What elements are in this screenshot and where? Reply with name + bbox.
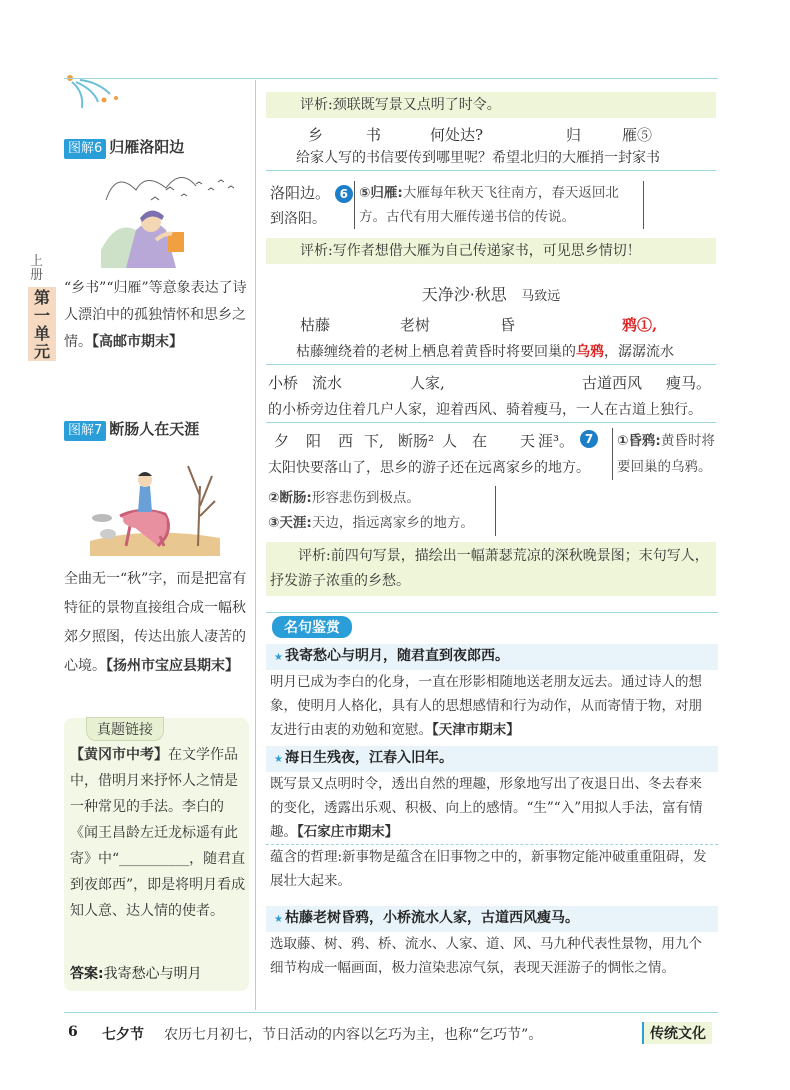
footer-festival: 七夕节: [102, 1027, 144, 1043]
explain-1-source: 【天津市期末】: [432, 722, 520, 738]
answer-text: 我寄愁心与明月: [103, 966, 202, 982]
footer: [64, 1022, 718, 1044]
note6-head: ⑤归雁:: [359, 185, 403, 201]
poem2-word: 枯藤: [300, 316, 331, 334]
poem2-translation-3: 太阳快要落山了，思乡的游子还在远离家乡的地方。: [268, 460, 590, 476]
star-icon: ★: [274, 914, 283, 925]
poem1-word: 何处达?: [430, 126, 484, 144]
poem2-word: 流水: [312, 374, 343, 392]
real-exam-source: 【黄冈市中考】: [70, 747, 168, 763]
figure7-illustration: [90, 446, 220, 560]
footer-category: 传统文化: [642, 1022, 712, 1044]
note-6: [354, 181, 644, 229]
quote-3-text: 枯藤老树昏鸦，小桥流水人家，古道西风瘦马。: [284, 910, 579, 926]
marker-7: 7: [580, 430, 598, 448]
page-number: 6: [68, 1024, 78, 1040]
poem1-line2: [270, 182, 353, 203]
explain-2-text: 既写景又点明时令，透出自然的理趣，形象地写出了夜退日出、冬去春来的变化，透露出乐观、积极、向上的感情。“生”“入”用拟人手法，富有情趣。: [270, 776, 703, 840]
real-exam-link-box: [64, 718, 249, 991]
figure6-caption: “乡书”“归雁”等意象表达了诗人漂泊中的孤独情怀和思乡之情。: [64, 280, 247, 350]
star-icon: ★: [274, 754, 283, 765]
figure6-tag: 图解6: [64, 139, 106, 159]
note6-text: 大雁每年秋天飞往南方，春天返回北方。古代有用大雁传递书信的传说。: [359, 185, 619, 225]
note-7bc: [268, 486, 496, 536]
figure7-source: 【扬州市宝应县期末】: [106, 658, 239, 674]
poem1-word: 书: [366, 126, 382, 144]
quote-2-text: 海日生残夜，江春入旧年。: [284, 750, 453, 766]
poem2-word: 西: [338, 432, 354, 450]
famous-quote-2: [266, 746, 718, 772]
poem2-word: 小桥: [268, 374, 299, 392]
poem2-word: 天: [520, 432, 536, 450]
poem2-word: 老树: [400, 316, 431, 334]
marker-6: 6: [335, 185, 353, 203]
poem2-word: 阳: [306, 432, 322, 450]
famous-explain-2: [266, 772, 718, 844]
real-exam-blank: __________: [119, 851, 190, 867]
note7c: [268, 511, 495, 536]
poem2-t1-a: 枯藤缠绕着的老树上栖息着黄昏时将要回巢的: [296, 344, 576, 360]
poem2-title: 天净沙·秋思: [421, 285, 507, 304]
figure7-tag: 图解7: [64, 421, 106, 441]
side-tab: [0, 255, 56, 360]
famous-lines-pill: 名句鉴赏: [272, 616, 352, 638]
famous-item-2: [266, 746, 718, 893]
poem2-word: 下,: [364, 432, 384, 450]
poem2-l3-row: [266, 428, 606, 452]
poem2-word: 夕: [274, 432, 290, 450]
poem2-line3-block: [266, 428, 716, 540]
poem2-word: 人: [442, 432, 458, 450]
famous-explain-3: 选取藤、树、鸦、桥、流水、人家、道、风、马九种代表性景物，用九个细节构成一幅画面，极力渲染悲凉气氛，表现天涯游子的惆怅之情。: [270, 936, 702, 976]
note-7a: [612, 428, 716, 480]
poem1-word: 雁⑤: [622, 126, 653, 144]
poem2-l2-row: [266, 370, 716, 394]
figure7-header: [64, 416, 249, 444]
star-icon: ★: [274, 652, 283, 663]
poem1-translation: 给家人写的书信要传到哪里呢？希望北归的大雁捎一封家书: [266, 146, 716, 171]
figure7-caption: 全曲无一“秋”字，而是把富有特征的景物直接组合成一幅秋郊夕照图，传达出旅人凄苦的心境。: [64, 571, 247, 674]
figure6-caption-block: [64, 275, 249, 356]
famous-item-3: [266, 906, 718, 980]
comment-3: 评析:前四句写景，描绘出一幅萧瑟荒凉的深秋晚景图；末句写人，抒发游子浓重的乡愁。: [266, 542, 716, 596]
real-exam-text-b: ，随君直到夜郎西”，即是将明月看成知人意、达人情的使者。: [70, 851, 246, 919]
real-exam-answer: [70, 963, 202, 983]
note7c-head: ③天涯:: [268, 515, 312, 531]
poem2-word: 断肠²: [398, 432, 435, 450]
poem1-words-row: [266, 122, 716, 146]
figure6-header: [64, 134, 249, 162]
side-tab-unit: 第一单元: [28, 287, 56, 361]
figure7-title: 断肠人在天涯: [109, 420, 200, 438]
explain-2-source: 【石家庄市期末】: [297, 824, 399, 840]
footer-description: 农历七月初七，节日活动的内容以乞巧为主，也称“乞巧节”。: [164, 1027, 543, 1043]
poem1-line2-text: 洛阳边。: [270, 184, 331, 202]
poem2-word: 在: [472, 432, 488, 450]
poem1-word: 归: [566, 126, 582, 144]
note7a-head: ①昏鸦:: [617, 433, 661, 449]
comment-1: 评析:颈联既写景又点明了时令。: [266, 92, 716, 118]
comment-2: 评析:写作者想借大雁为自己传递家书，可见思乡情切！: [266, 238, 716, 264]
footer-rule: [64, 1012, 718, 1013]
famous-quote-3: [266, 906, 718, 932]
explain-1-text: 明月已成为李白的化身，一直在形影相随地送老朋友远去。通过诗人的想象，使明月人格化，具有人的思想感情和行为动作，从而寄情于物，对朋友进行由衷的劝勉和宽慰。: [270, 674, 702, 738]
poem1-line2-block: [266, 180, 716, 228]
figure6-illustration: [96, 160, 246, 272]
poem2-t1-red: 乌鸦: [576, 344, 604, 360]
poem2-l1-row: [266, 312, 716, 336]
note7c-text: 天边，指远离家乡的地方。: [311, 515, 474, 531]
note7a-text: 黄昏时将要回巢的乌鸦。: [617, 433, 715, 475]
figure6-title: 归雁洛阳边: [109, 138, 185, 156]
figure6-source: 【高邮市期末】: [92, 334, 183, 350]
poem2-word: 昏: [500, 316, 516, 334]
poem1-trans2: 到洛阳。: [270, 211, 326, 227]
note7b: [268, 486, 495, 511]
famous-item-1: [266, 644, 718, 742]
famous-quote-1: [266, 644, 718, 670]
poem1-line1: [266, 122, 716, 171]
poem2-title-block: [266, 282, 716, 305]
poem2-t1-b: ，潺潺流水: [604, 344, 674, 360]
quote-1-text: 我寄愁心与明月，随君直到夜郎西。: [284, 648, 509, 664]
poem2-author: 马致远: [521, 289, 561, 304]
famous-lines-header: [266, 612, 718, 636]
top-rule: [64, 78, 718, 79]
note7b-text: 形容悲伤到极点。: [311, 490, 420, 506]
poem2-line1: [266, 312, 716, 365]
figure7-caption-block: [64, 565, 249, 681]
note7b-head: ②断肠:: [268, 490, 312, 506]
poem2-translation-1: [266, 340, 716, 365]
poem2-translation-2: 的小桥旁边住着几户人家，迎着西风、骑着瘦马，一人在古道上独行。: [266, 398, 716, 423]
poem2-word: 瘦马。: [666, 374, 712, 392]
famous-explain-2b: 蕴含的哲理:新事物是蕴含在旧事物之中的，新事物定能冲破重重阻碍，发展壮大起来。: [266, 844, 718, 893]
real-exam-text-a: 在文学作品中，借明月来抒怀人之情是一种常见的手法。李白的《闻王昌龄左迁龙标遥有此寄》中“: [70, 747, 238, 867]
column-divider: [255, 80, 256, 1010]
famous-explain-1: [266, 670, 718, 742]
poem2-line2: [266, 370, 716, 423]
poem2-word-crow: 鸦①,: [622, 316, 658, 334]
poem1-word: 乡: [308, 126, 324, 144]
answer-label: 答案:: [70, 966, 104, 982]
real-exam-link-text: [70, 742, 246, 924]
real-exam-link-header: 真题链接: [86, 717, 164, 741]
poem2-word: 古道西风: [582, 374, 643, 392]
side-tab-volume: 上册: [30, 254, 44, 283]
poem2-word: 人家,: [410, 374, 445, 392]
poem2-word: 涯³。: [538, 432, 575, 450]
